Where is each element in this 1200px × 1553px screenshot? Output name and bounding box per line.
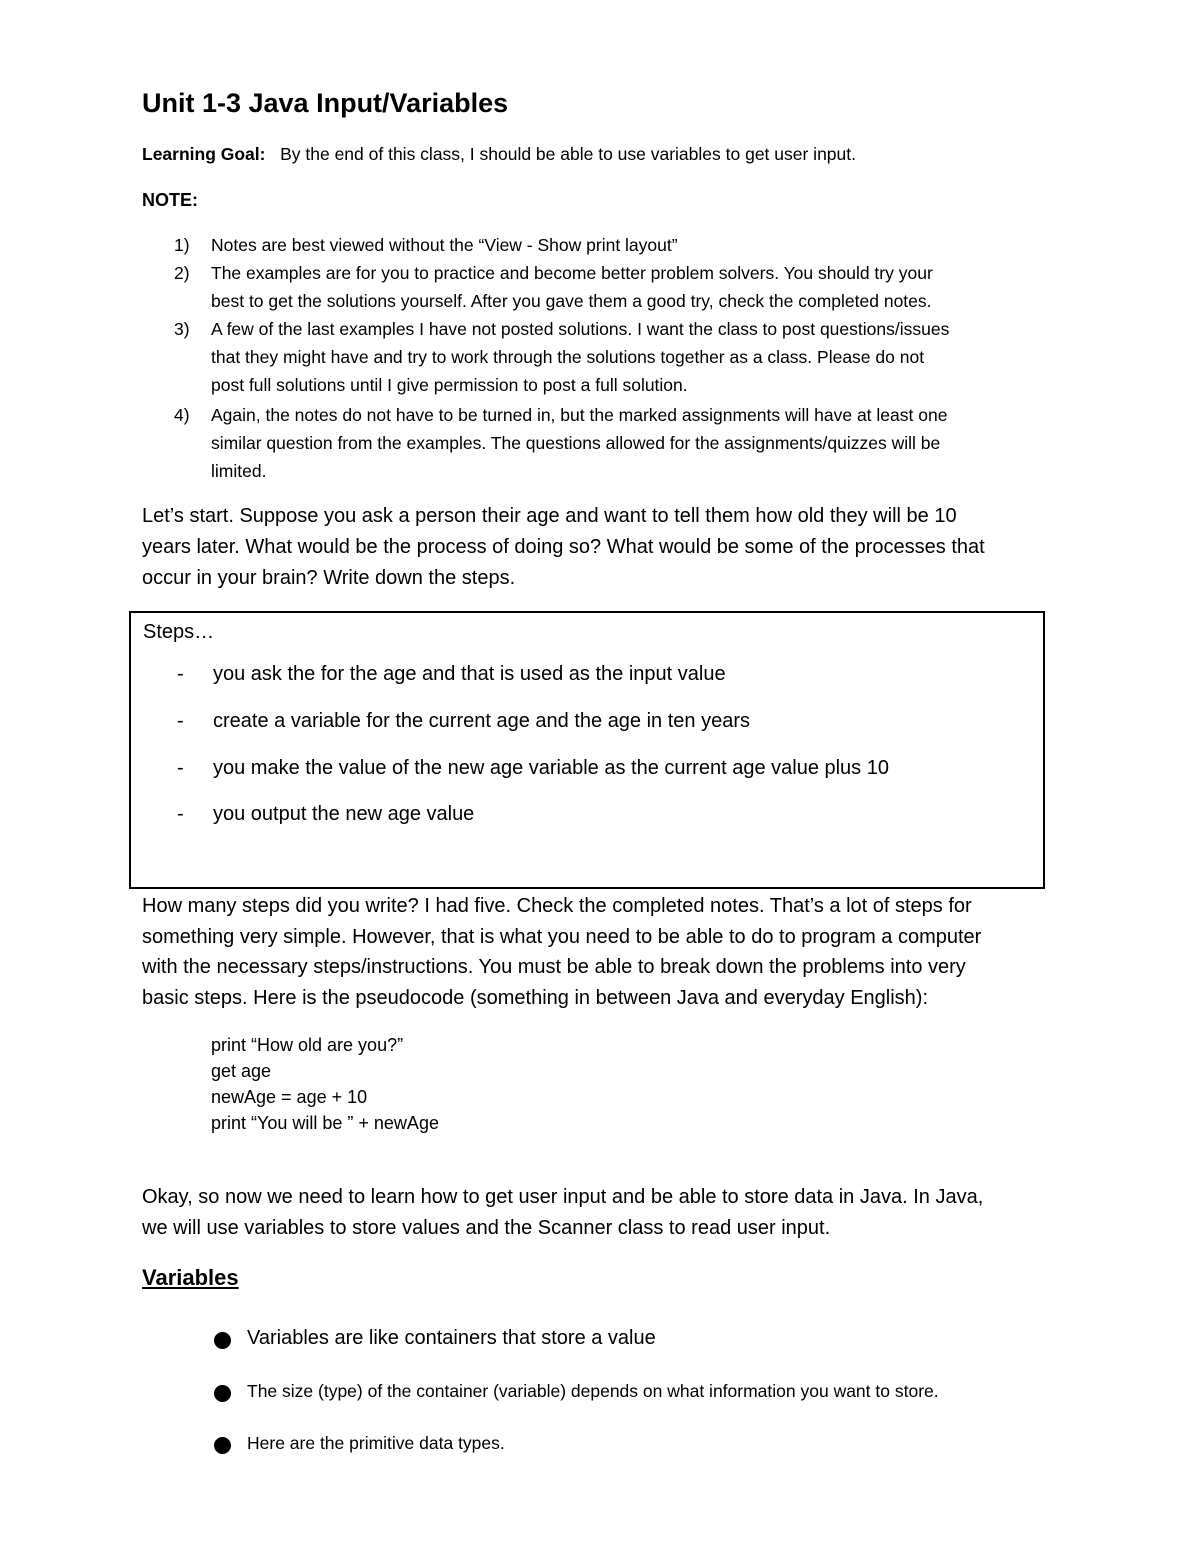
step-item: you output the new age value (213, 803, 475, 825)
paragraph-line: years later. What would be the process of doing so? What would be some of the processes that (142, 536, 985, 558)
note-label: NOTE: (142, 190, 198, 210)
note-line: The examples are for you to practice and become better problem solvers. You should try your (211, 263, 933, 283)
paragraph-line: How many steps did you write? I had five. Check the completed notes. That’s a lot of steps for (142, 895, 972, 917)
note-number: 3) (174, 319, 190, 339)
dash-marker: - (177, 803, 184, 825)
dash-marker: - (177, 710, 184, 732)
note-line: A few of the last examples I have not posted solutions. I want the class to post questions/issues (211, 319, 950, 339)
note-number: 4) (174, 405, 190, 425)
learning-goal (142, 144, 856, 165)
paragraph-line: something very simple. However, that is what you need to be able to do to program a computer (142, 926, 982, 948)
paragraph-line: Okay, so now we need to learn how to get user input and be able to store data in Java. In Java, (142, 1186, 984, 1208)
paragraph-line: Let’s start. Suppose you ask a person their age and want to tell them how old they will be 10 (142, 505, 957, 527)
page-title: Unit 1-3 Java Input/Variables (142, 88, 509, 118)
paragraph-line: occur in your brain? Write down the steps. (142, 567, 516, 589)
note-line: Notes are best viewed without the “View - Show print layout” (211, 235, 678, 255)
bullet-dot-icon (214, 1332, 231, 1349)
variables-heading: Variables (142, 1265, 239, 1290)
note-number: 1) (174, 235, 190, 255)
step-item: you make the value of the new age variable as the current age value plus 10 (213, 757, 889, 779)
note-line: limited. (211, 461, 267, 481)
dash-marker: - (177, 757, 184, 779)
dash-marker: - (177, 663, 184, 685)
bullet-item: The size (type) of the container (variable) depends on what information you want to store. (247, 1381, 939, 1401)
pseudocode-line: print “You will be ” + newAge (211, 1113, 439, 1133)
paragraph-line: basic steps. Here is the pseudocode (something in between Java and everyday English): (142, 987, 929, 1009)
step-item: you ask the for the age and that is used as the input value (213, 663, 726, 685)
pseudocode-line: print “How old are you?” (211, 1035, 404, 1055)
note-line: Again, the notes do not have to be turned in, but the marked assignments will have at least one (211, 405, 948, 425)
learning-goal-label: Learning Goal: (142, 144, 266, 164)
pseudocode-line: newAge = age + 10 (211, 1087, 368, 1107)
bullet-dot-icon (214, 1385, 231, 1402)
note-line: best to get the solutions yourself. After you gave them a good try, check the completed notes. (211, 291, 932, 311)
note-line: that they might have and try to work through the solutions together as a class. Please do not (211, 347, 925, 367)
note-line: post full solutions until I give permission to post a full solution. (211, 375, 688, 395)
note-number: 2) (174, 263, 190, 283)
steps-box (129, 611, 1045, 889)
paragraph-line: with the necessary steps/instructions. You must be able to break down the problems into very (142, 956, 966, 978)
steps-heading: Steps… (143, 621, 215, 643)
pseudocode-line: get age (211, 1061, 272, 1081)
bullet-dot-icon (214, 1437, 231, 1454)
learning-goal-text: By the end of this class, I should be able to use variables to get user input. (280, 144, 856, 164)
bullet-item: Here are the primitive data types. (247, 1433, 505, 1453)
step-item: create a variable for the current age and the age in ten years (213, 710, 751, 732)
paragraph-line: we will use variables to store values and the Scanner class to read user input. (142, 1217, 831, 1239)
note-line: similar question from the examples. The questions allowed for the assignments/quizzes will be (211, 433, 941, 453)
bullet-item: Variables are like containers that store a value (247, 1327, 656, 1349)
